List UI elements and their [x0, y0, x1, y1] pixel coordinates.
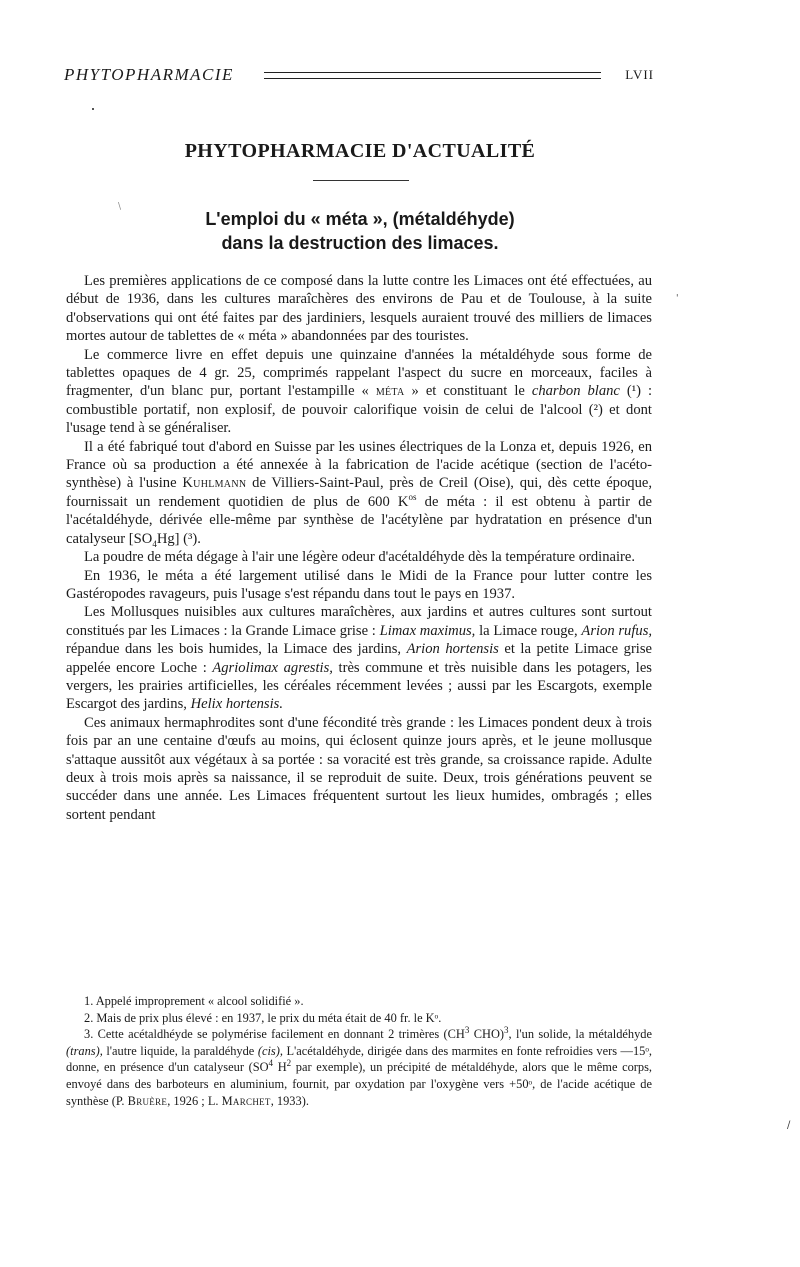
- paragraph-3: Il a été fabriqué tout d'abord en Suisse par les usines électriques de la Lonza et, depuis 1926, en France où sa production a été annexée à la fabrication de l'acide acétique (section de l'acéto-synthèse) à l'usine Kuhlmann de Villiers-Saint-Paul, près de Creil (Oise), qui, dès cette époque, fournissait un rendement quotidien de plus de 600 $K^{os}$ de méta : il est obtenu à partir de l'acétaldéhyde, dérivée elle-même par synthèse de l'acétylène par hydratation en présence d'un catalyseur $[SO_4Hg]$ (³).: [66, 438, 652, 549]
- species-helix: Helix hortensis.: [190, 696, 283, 713]
- species-arion-rufus: Arion rufus,: [581, 622, 653, 639]
- margin-mark-bottom: /: [787, 1120, 791, 1131]
- stray-mark: \: [118, 202, 122, 212]
- page-number: LVII: [625, 67, 654, 82]
- author-marchet: Marchet: [221, 1093, 271, 1108]
- footnote-1: 1. Appelé improprement « alcool solidifié ».: [84, 994, 304, 1008]
- paragraph-7: Ces animaux hermaphrodites sont d'une fécondité très grande : les Limaces pondent deux à trois fois par an une centaine d'œufs au moins, qui éclosent quinze jours après, et le jeune mollusque s'attaque aussitôt aux végétaux à sa portée : sa voracité est très grande, sa croissance rapide. Adulte deux à trois mois après sa naissance, il se reproduit de suite. Deux, trois générations peuvent se succéder dans une année. Les Limaces fréquentent surtout les lieux humides, ombragés ; elles sortent pendant: [66, 714, 652, 823]
- footnotes: [66, 993, 652, 1109]
- article-body: [66, 272, 652, 824]
- paragraph-2: Le commerce livre en effet depuis une quinzaine d'années la métaldéhyde sous forme de tablettes opaques de 4 gr. 25, comprimés rappelant l'aspect du sucre en morceaux, faciles à fragmenter, d'un blanc pur, portant l'estampille « méta » et constituant le charbon blanc (¹) : combustible portatif, non explosif, de pouvoir calorifique voisin de celui de l'alcool (²) et dont l'usage tend à se généraliser.: [66, 346, 653, 437]
- margin-mark: ': [676, 294, 679, 304]
- charbon-blanc-term: charbon blanc: [531, 383, 620, 400]
- paragraph-4: La poudre de méta dégage à l'air une légère odeur d'acétaldéhyde dès la température ordinaire.: [84, 549, 636, 566]
- author-bruere: Bruère: [127, 1093, 168, 1108]
- section-title: PHYTOPHARMACIE D'ACTUALITÉ: [184, 140, 536, 162]
- running-title: PHYTOPHARMACIE: [64, 65, 234, 84]
- species-arion-hortensis: Arion hortensis: [406, 641, 499, 658]
- article-title: [0, 207, 720, 255]
- kuhlmann-name: Kuhlmann: [182, 475, 247, 492]
- footnote-2: 2. Mais de prix plus élevé : en 1937, le prix du méta était de 40 fr. le Kᵒ.: [84, 1010, 442, 1025]
- article-title-line-1: L'emploi du « méta », (métaldéhyde): [205, 209, 515, 229]
- paragraph-5: En 1936, le méta a été largement utilisé dans le Midi de la France pour lutter contre les Gastéropodes ravageurs, puis l'usage s'est répandu dans tout le pays en 1937.: [66, 567, 652, 602]
- article-title-line-2: dans la destruction des limaces.: [221, 233, 499, 253]
- paragraph-1: Les premières applications de ce composé dans la lutte contre les Limaces ont été effectuées, au début de 1936, dans les cultures maraîchères des environs de Pau et de Toulouse, à la suite d'observations qui ont été faites par des jardiniers, lesquels auraient trouvé des milliers de limaces mortes autour de tablettes de « méta » abandonnées par des touristes.: [66, 273, 652, 345]
- species-limax: Limax maximus,: [379, 622, 476, 639]
- header-double-rule: [264, 72, 601, 79]
- footnote-3: 3. Cette acétaldhéyde se polymérise facilement en donnant 2 trimères ($CH^3$ CHO)$^3$, l'un solide, la métaldéhyde (trans), l'autre liquide, la paraldéhyde (cis), L'acétaldéhyde, dirigée dans des marmites en fonte refroidies vers —15ᵒ, donne, en présence d'un catalyseur ($SO^4$ $H^2$ par exemple), un précipité de métaldéhyde, alors que le même corps, envoyé dans des barboteurs en aluminium, fournit, par oxydation par l'oxygène vers +50ᵒ, de l'acide acétique de synthèse (P. Bruère, 1926 ; L. Marchet, 1933).: [66, 1025, 653, 1108]
- page-header: [64, 62, 654, 88]
- speck-mark: [92, 108, 94, 110]
- species-agriolimax: Agriolimax agrestis,: [212, 659, 333, 676]
- title-separator-rule: [313, 180, 409, 181]
- paragraph-6: Les Mollusques nuisibles aux cultures maraîchères, aux jardins et autres cultures sont surtout constitués par les Limaces : la Grande Limace grise : Limax maximus, la Limace rouge, Arion rufus, répandue dans les bois humides, la Limace des jardins, Arion hortensis et la petite Limace grise appelée encore Loche : Agriolimax agrestis, très commune et très nuisible dans les potagers, les vergers, les prairies artificielles, les céréales récemment levées ; aussi par les Escargots, exemple Escargot des jardins, Helix hortensis.: [66, 604, 653, 713]
- meta-stamp: méta: [375, 383, 405, 400]
